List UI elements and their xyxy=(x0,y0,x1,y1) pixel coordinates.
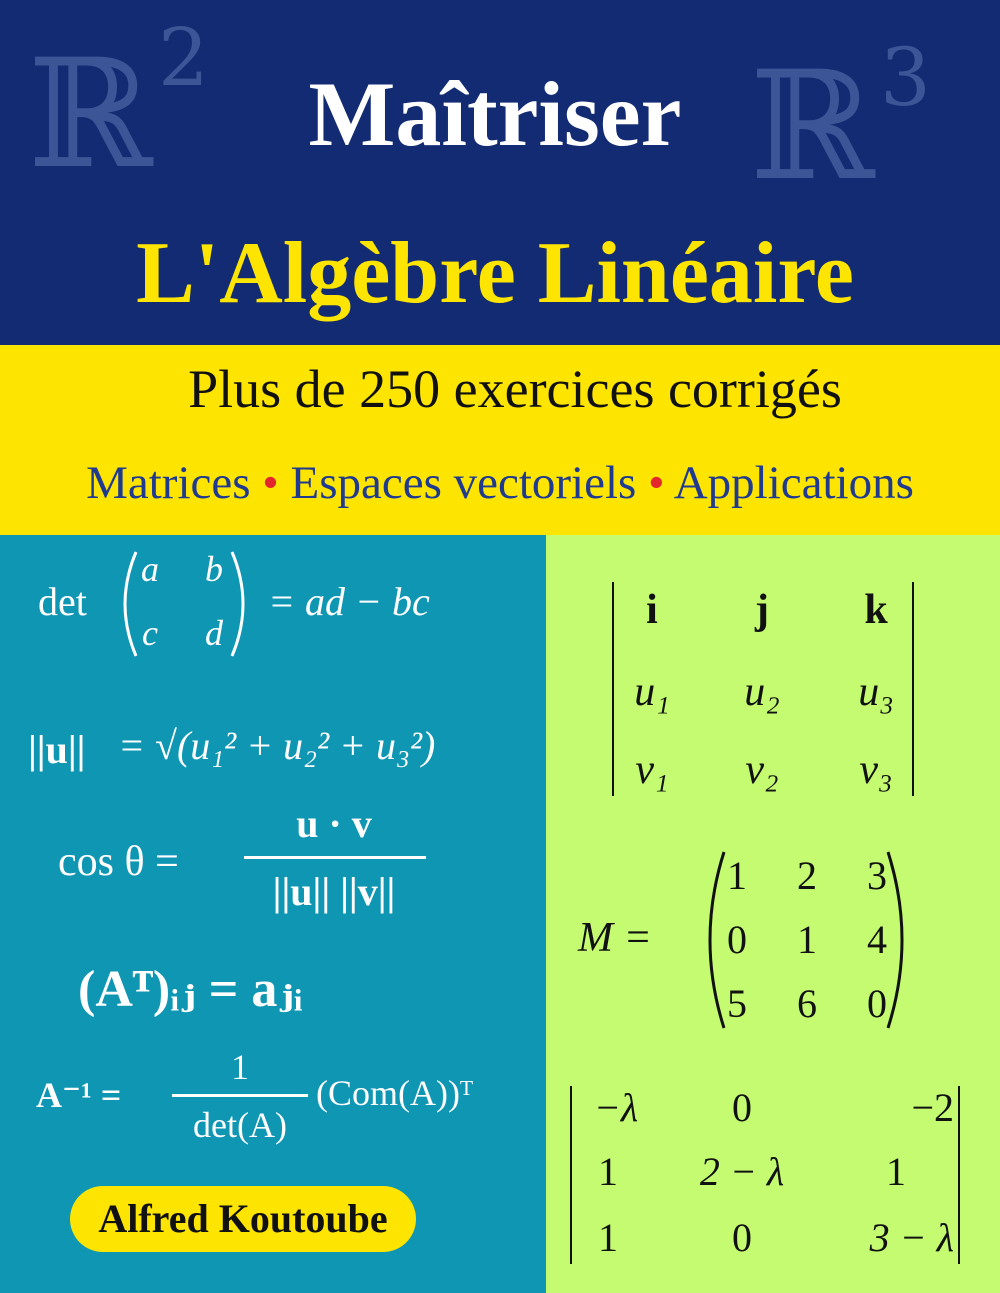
cross-cell: u₃ xyxy=(858,669,894,715)
title-line-2: L'Algèbre Linéaire xyxy=(136,225,854,322)
det-bar-right xyxy=(958,1086,960,1264)
cos-numerator: u · v xyxy=(296,801,372,846)
char-cell: 1 xyxy=(598,1215,618,1260)
char-cell: 2 − λ xyxy=(699,1149,785,1194)
matrix-cell: 1 xyxy=(797,917,817,962)
char-cell: 0 xyxy=(732,1215,752,1260)
cross-cell: u₁ xyxy=(634,669,670,715)
matrix-cell: 0 xyxy=(867,981,887,1026)
subtitle: Plus de 250 exercices corrigés xyxy=(188,359,842,419)
matrix-cell: 6 xyxy=(797,981,817,1026)
det-result: = ad − bc xyxy=(268,579,430,624)
matrix-cell: 3 xyxy=(867,853,887,898)
topic-applications: Applications xyxy=(673,457,914,509)
det-bar-left xyxy=(612,582,614,796)
cross-cell: k xyxy=(864,587,888,633)
topics-line xyxy=(0,457,1000,509)
det-entry-d: d xyxy=(205,613,223,653)
topic-matrices: Matrices xyxy=(86,457,251,509)
det-entry-c: c xyxy=(142,613,158,653)
cos-denominator: ||u|| ||v|| xyxy=(272,869,396,914)
inverse-numerator: 1 xyxy=(231,1047,249,1087)
matrix-m-label: M = xyxy=(578,915,652,961)
matrix-cell: 2 xyxy=(797,853,817,898)
right-paren xyxy=(228,548,256,660)
cross-cell: j xyxy=(755,587,769,633)
char-cell: 0 xyxy=(732,1085,752,1130)
author-badge: Alfred Koutoube xyxy=(70,1186,416,1252)
inverse-lhs: A⁻¹ = xyxy=(36,1075,122,1115)
ghost-r2-exponent: 2 xyxy=(158,11,209,104)
char-cell: 1 xyxy=(598,1149,618,1194)
ghost-r2-symbol: ℝ xyxy=(28,28,153,202)
matrix-cell: 1 xyxy=(727,853,747,898)
cross-cell: v₃ xyxy=(859,747,893,793)
fraction-bar xyxy=(172,1094,308,1097)
matrix-cell: 0 xyxy=(727,917,747,962)
matrix-cell: 4 xyxy=(867,917,887,962)
char-cell: 1 xyxy=(886,1149,906,1194)
ghost-r3-symbol: ℝ xyxy=(750,40,875,214)
det-operator: det xyxy=(38,579,87,624)
det-bar-right xyxy=(912,582,914,796)
char-cell: −2 xyxy=(911,1085,954,1130)
det-bar-left xyxy=(570,1086,572,1264)
ghost-r3-exponent: 3 xyxy=(880,31,931,124)
cos-lhs: cos θ = xyxy=(58,839,179,885)
matrix-cell: 5 xyxy=(727,981,747,1026)
transpose-formula: (Aᵀ)ᵢⱼ = aⱼᵢ xyxy=(78,961,303,1018)
title-line-1: Maîtriser xyxy=(308,63,682,165)
norm-rhs: = √(u₁² + u₂² + u₃²) xyxy=(118,723,436,768)
topic-espaces: Espaces vectoriels xyxy=(290,457,637,509)
cross-cell: i xyxy=(646,587,658,633)
cross-cell: u₂ xyxy=(744,669,780,715)
norm-lhs: ||u|| xyxy=(28,727,86,772)
char-cell: −λ xyxy=(593,1085,639,1130)
inverse-tail: (Com(A))ᵀ xyxy=(316,1073,474,1113)
bullet-dot: • xyxy=(262,457,279,509)
char-cell: 3 − λ xyxy=(869,1215,954,1260)
fraction-bar xyxy=(244,856,426,859)
cross-cell: v₂ xyxy=(745,747,779,793)
det-entry-b: b xyxy=(205,549,223,589)
cross-cell: v₁ xyxy=(635,747,669,793)
det-entry-a: a xyxy=(141,549,159,589)
inverse-denominator: det(A) xyxy=(193,1105,287,1145)
bullet-dot: • xyxy=(648,457,665,509)
